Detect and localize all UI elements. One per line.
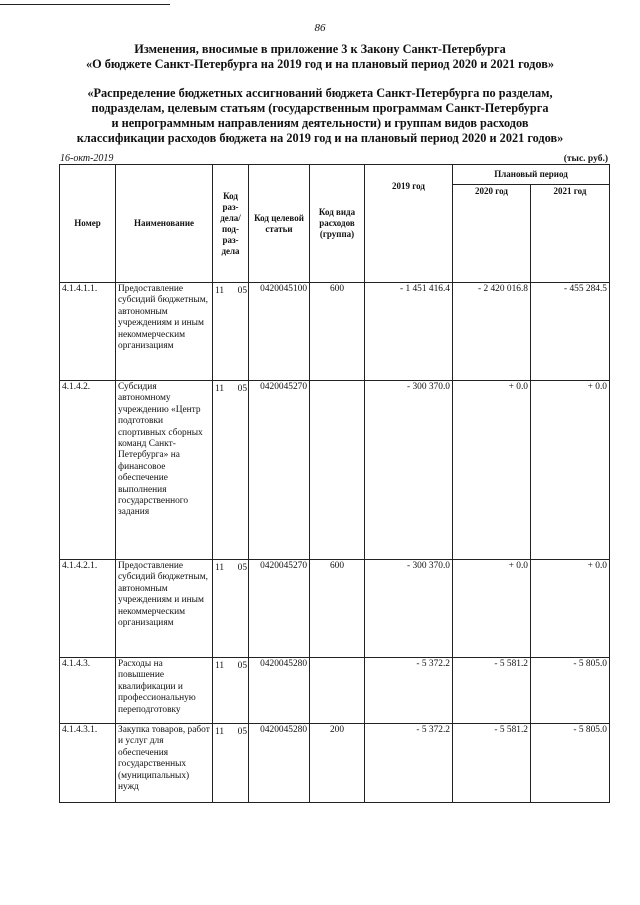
table-row [60, 283, 610, 381]
header-target: Код целевой статьи [249, 165, 310, 283]
row-value-2019: - 5 372.2 [365, 658, 453, 724]
podrazdel-code: 05 [237, 286, 247, 296]
row-value-2020: - 5 581.2 [453, 724, 531, 803]
podrazdel-code: 05 [237, 563, 247, 573]
podrazdel-code: 05 [237, 727, 247, 737]
header-razdel: Код раз-дела/ под-раз-дела [213, 165, 249, 283]
top-rule [0, 4, 170, 5]
row-value-2020: + 0.0 [453, 560, 531, 658]
row-value-2019: - 1 451 416.4 [365, 283, 453, 381]
budget-table [59, 164, 610, 803]
row-value-2021: + 0.0 [531, 381, 610, 560]
razdel-code: 11 [215, 727, 225, 737]
table-body [60, 283, 610, 803]
row-value-2019: - 300 370.0 [365, 381, 453, 560]
header-2020: 2020 год [453, 185, 531, 283]
table-row [60, 724, 610, 803]
caption-line: и непрограммным направлениям деятельности) и группам видов расходов [111, 116, 529, 130]
row-target-code: 0420045280 [249, 658, 310, 724]
units-label: (тыс. руб.) [563, 154, 608, 164]
header-number: Номер [60, 165, 116, 283]
table-row [60, 560, 610, 658]
row-razdel [213, 560, 249, 658]
razdel-code: 11 [215, 286, 225, 296]
row-vid-code: 600 [310, 283, 365, 381]
razdel-code: 11 [215, 563, 225, 573]
page-number: 86 [314, 22, 326, 34]
row-razdel [213, 724, 249, 803]
row-value-2019: - 5 372.2 [365, 724, 453, 803]
header-2019: 2019 год [365, 165, 453, 283]
row-razdel [213, 658, 249, 724]
row-number: 4.1.4.1.1. [60, 283, 116, 381]
row-value-2020: + 0.0 [453, 381, 531, 560]
row-name: Предоставление субсидий бюджетным, автономным учреждениям и иным некоммерческим организациям [116, 560, 213, 658]
row-target-code: 0420045280 [249, 724, 310, 803]
row-value-2021: + 0.0 [531, 560, 610, 658]
row-value-2020: - 5 581.2 [453, 658, 531, 724]
header-vid: Код вида расходов (группа) [310, 165, 365, 283]
row-number: 4.1.4.3.1. [60, 724, 116, 803]
row-number: 4.1.4.2. [60, 381, 116, 560]
row-razdel [213, 283, 249, 381]
razdel-code: 11 [215, 661, 225, 671]
row-razdel [213, 381, 249, 560]
table-row [60, 658, 610, 724]
row-target-code: 0420045270 [249, 560, 310, 658]
row-value-2021: - 5 805.0 [531, 724, 610, 803]
title-line-1: Изменения, вносимые в приложение 3 к Закону Санкт-Петербурга [134, 42, 506, 56]
row-name: Субсидия автономному учреждению «Центр подготовки спортивных сборных команд Санкт-Петербурга» на финансовое обеспечение выполнения государственного задания [116, 381, 213, 560]
caption-line: «Распределение бюджетных ассигнований бюджета Санкт-Петербурга по разделам, [87, 86, 553, 100]
document-title [0, 42, 640, 72]
row-value-2021: - 455 284.5 [531, 283, 610, 381]
row-target-code: 0420045270 [249, 381, 310, 560]
header-2021: 2021 год [531, 185, 610, 283]
row-name: Расходы на повышение квалификации и профессиональную переподготовку [116, 658, 213, 724]
row-name: Предоставление субсидий бюджетным, автономным учреждениям и иным некоммерческим организациям [116, 283, 213, 381]
row-vid-code [310, 381, 365, 560]
razdel-code: 11 [215, 384, 225, 394]
caption-line: классификации расходов бюджета на 2019 год и на плановый период 2020 и 2021 годов» [76, 131, 564, 145]
row-vid-code: 600 [310, 560, 365, 658]
title-line-2: «О бюджете Санкт-Петербурга на 2019 год и на плановый период 2020 и 2021 годов» [85, 57, 555, 71]
document-date: 16-окт-2019 [60, 153, 114, 164]
podrazdel-code: 05 [237, 661, 247, 671]
row-name: Закупка товаров, работ и услуг для обеспечения государственных (муниципальных) нужд [116, 724, 213, 803]
header-name: Наименование [116, 165, 213, 283]
podrazdel-code: 05 [237, 384, 247, 394]
row-value-2019: - 300 370.0 [365, 560, 453, 658]
table-row [60, 381, 610, 560]
header-planned-period: Плановый период [453, 165, 610, 185]
row-vid-code: 200 [310, 724, 365, 803]
row-value-2021: - 5 805.0 [531, 658, 610, 724]
table-caption [40, 86, 600, 146]
row-number: 4.1.4.2.1. [60, 560, 116, 658]
row-number: 4.1.4.3. [60, 658, 116, 724]
caption-line: подразделам, целевым статьям (государственным программам Санкт-Петербурга [91, 101, 549, 115]
row-vid-code [310, 658, 365, 724]
row-target-code: 0420045100 [249, 283, 310, 381]
row-value-2020: - 2 420 016.8 [453, 283, 531, 381]
